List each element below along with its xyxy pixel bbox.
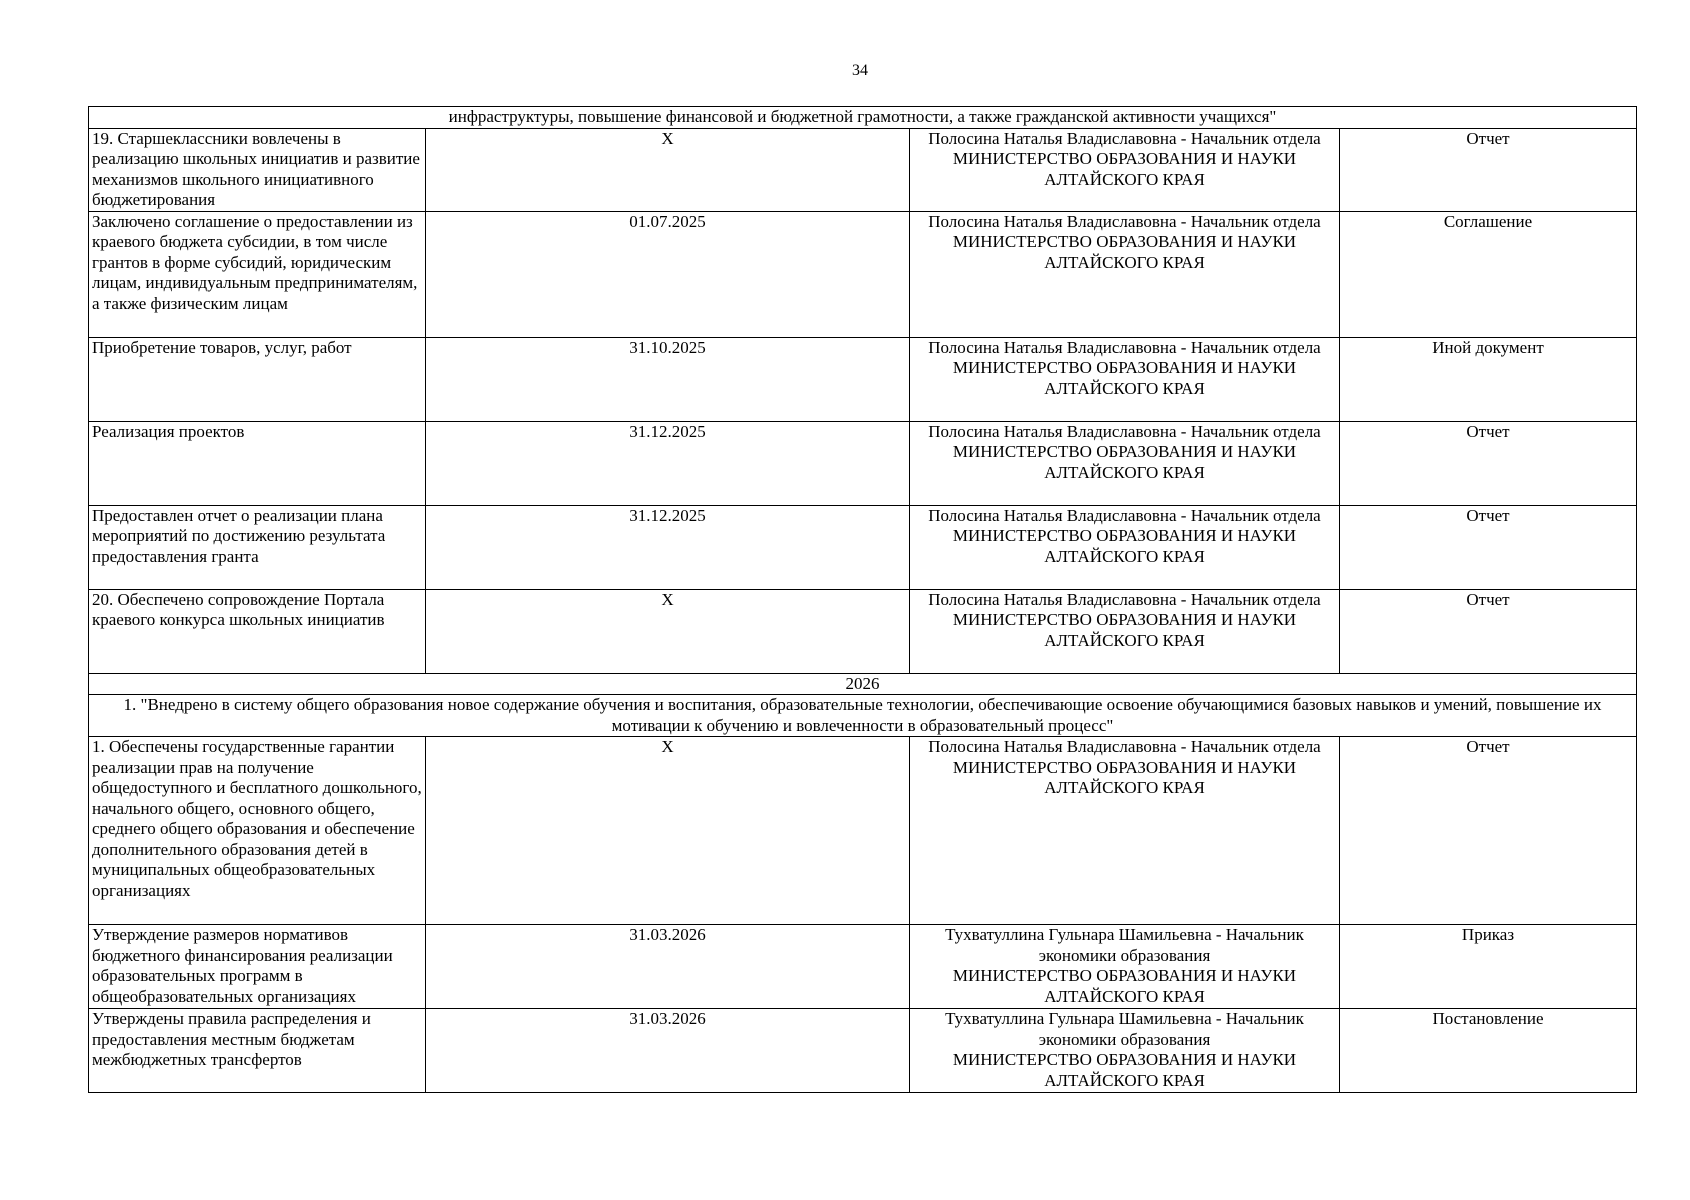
document-type: Отчет <box>1340 589 1637 673</box>
event-date: 01.07.2025 <box>426 211 910 337</box>
responsible-cell <box>910 925 1340 1009</box>
table-row <box>89 211 1637 337</box>
page-number: 34 <box>852 62 868 79</box>
header-continuation-row <box>89 107 1637 129</box>
table-row <box>89 1009 1637 1093</box>
responsible-person: Полосина Наталья Владиславовна - Начальник отдела <box>928 421 1321 441</box>
document-type: Соглашение <box>1340 211 1637 337</box>
table-row <box>89 589 1637 673</box>
ministry-name: МИНИСТЕРСТВО ОБРАЗОВАНИЯ И НАУКИ АЛТАЙСКОГО КРАЯ <box>952 358 1297 398</box>
section-title: 1. "Внедрено в систему общего образования новое содержание обучения и воспитания, образовательные технологии, обеспечивающие освоение обучающимися базовых навыков и умений, повышение их мотивации к обучению и вовлеченности в образовательный процесс" <box>89 695 1637 737</box>
event-date: X <box>426 737 910 925</box>
responsible-cell <box>910 337 1340 421</box>
responsible-person: Полосина Наталья Владиславовна - Начальник отдела <box>928 211 1321 231</box>
document-type: Отчет <box>1340 421 1637 505</box>
ministry-name: МИНИСТЕРСТВО ОБРАЗОВАНИЯ И НАУКИ АЛТАЙСКОГО КРАЯ <box>952 966 1297 1006</box>
event-date: X <box>426 128 910 211</box>
responsible-person: Полосина Наталья Владиславовна - Начальник отдела <box>928 337 1321 357</box>
event-name: Утверждение размеров нормативов бюджетного финансирования реализации образовательных программ в общеобразовательных организациях <box>89 925 426 1009</box>
responsible-cell <box>910 589 1340 673</box>
event-name: 19. Старшеклассники вовлечены в реализацию школьных инициатив и развитие механизмов школьного инициативного бюджетирования <box>89 128 426 211</box>
event-date: X <box>426 589 910 673</box>
responsible-cell <box>910 505 1340 589</box>
table-row <box>89 421 1637 505</box>
ministry-name: МИНИСТЕРСТВО ОБРАЗОВАНИЯ И НАУКИ АЛТАЙСКОГО КРАЯ <box>952 757 1297 797</box>
year-row <box>89 673 1637 695</box>
document-type: Отчет <box>1340 737 1637 925</box>
responsible-person: Полосина Наталья Владиславовна - Начальник отдела <box>928 505 1321 525</box>
table-row <box>89 337 1637 421</box>
table-row <box>89 505 1637 589</box>
event-name: Приобретение товаров, услуг, работ <box>89 337 426 421</box>
event-name: Реализация проектов <box>89 421 426 505</box>
event-name: Предоставлен отчет о реализации плана мероприятий по достижению результата предоставления гранта <box>89 505 426 589</box>
document-type: Иной документ <box>1340 337 1637 421</box>
ministry-name: МИНИСТЕРСТВО ОБРАЗОВАНИЯ И НАУКИ АЛТАЙСКОГО КРАЯ <box>952 442 1297 482</box>
table-row <box>89 128 1637 211</box>
event-date: 31.12.2025 <box>426 505 910 589</box>
responsible-cell <box>910 737 1340 925</box>
event-date: 31.03.2026 <box>426 925 910 1009</box>
event-name: Утверждены правила распределения и предоставления местным бюджетам межбюджетных трансфертов <box>89 1009 426 1093</box>
responsible-cell <box>910 1009 1340 1093</box>
document-type: Постановление <box>1340 1009 1637 1093</box>
responsible-person: Полосина Наталья Владиславовна - Начальник отдела <box>928 128 1321 148</box>
table-row <box>89 737 1637 925</box>
event-date: 31.03.2026 <box>426 1009 910 1093</box>
plan-table <box>88 106 1637 1093</box>
responsible-person: Тухватуллина Гульнара Шамильевна - Начальник экономики образования <box>945 1009 1304 1049</box>
responsible-person: Полосина Наталья Владиславовна - Начальник отдела <box>928 737 1321 756</box>
document-type: Отчет <box>1340 505 1637 589</box>
responsible-cell <box>910 211 1340 337</box>
ministry-name: МИНИСТЕРСТВО ОБРАЗОВАНИЯ И НАУКИ АЛТАЙСКОГО КРАЯ <box>952 1050 1297 1090</box>
section-row <box>89 695 1637 737</box>
event-name: 1. Обеспечены государственные гарантии реализации прав на получение общедоступного и бесплатного дошкольного, начального общего, основного общего, среднего общего образования и обеспечение дополнительного образования детей в муниципальных общеобразовательных организациях <box>89 737 426 925</box>
section-title: инфраструктуры, повышение финансовой и бюджетной грамотности, а также гражданской активности учащихся" <box>89 107 1637 129</box>
responsible-cell <box>910 128 1340 211</box>
event-name: 20. Обеспечено сопровождение Портала краевого конкурса школьных инициатив <box>89 589 426 673</box>
year-heading: 2026 <box>89 673 1637 695</box>
event-date: 31.10.2025 <box>426 337 910 421</box>
ministry-name: МИНИСТЕРСТВО ОБРАЗОВАНИЯ И НАУКИ АЛТАЙСКОГО КРАЯ <box>952 526 1297 566</box>
responsible-person: Тухватуллина Гульнара Шамильевна - Начальник экономики образования <box>945 925 1304 965</box>
table-row <box>89 925 1637 1009</box>
ministry-name: МИНИСТЕРСТВО ОБРАЗОВАНИЯ И НАУКИ АЛТАЙСКОГО КРАЯ <box>952 149 1297 189</box>
ministry-name: МИНИСТЕРСТВО ОБРАЗОВАНИЯ И НАУКИ АЛТАЙСКОГО КРАЯ <box>952 610 1297 650</box>
responsible-person: Полосина Наталья Владиславовна - Начальник отдела <box>928 589 1321 609</box>
event-name: Заключено соглашение о предоставлении из краевого бюджета субсидии, в том числе грантов в форме субсидий, юридическим лицам, индивидуальным предпринимателям, а также физическим лицам <box>89 211 426 337</box>
ministry-name: МИНИСТЕРСТВО ОБРАЗОВАНИЯ И НАУКИ АЛТАЙСКОГО КРАЯ <box>952 232 1297 272</box>
document-type: Приказ <box>1340 925 1637 1009</box>
event-date: 31.12.2025 <box>426 421 910 505</box>
responsible-cell <box>910 421 1340 505</box>
document-type: Отчет <box>1340 128 1637 211</box>
